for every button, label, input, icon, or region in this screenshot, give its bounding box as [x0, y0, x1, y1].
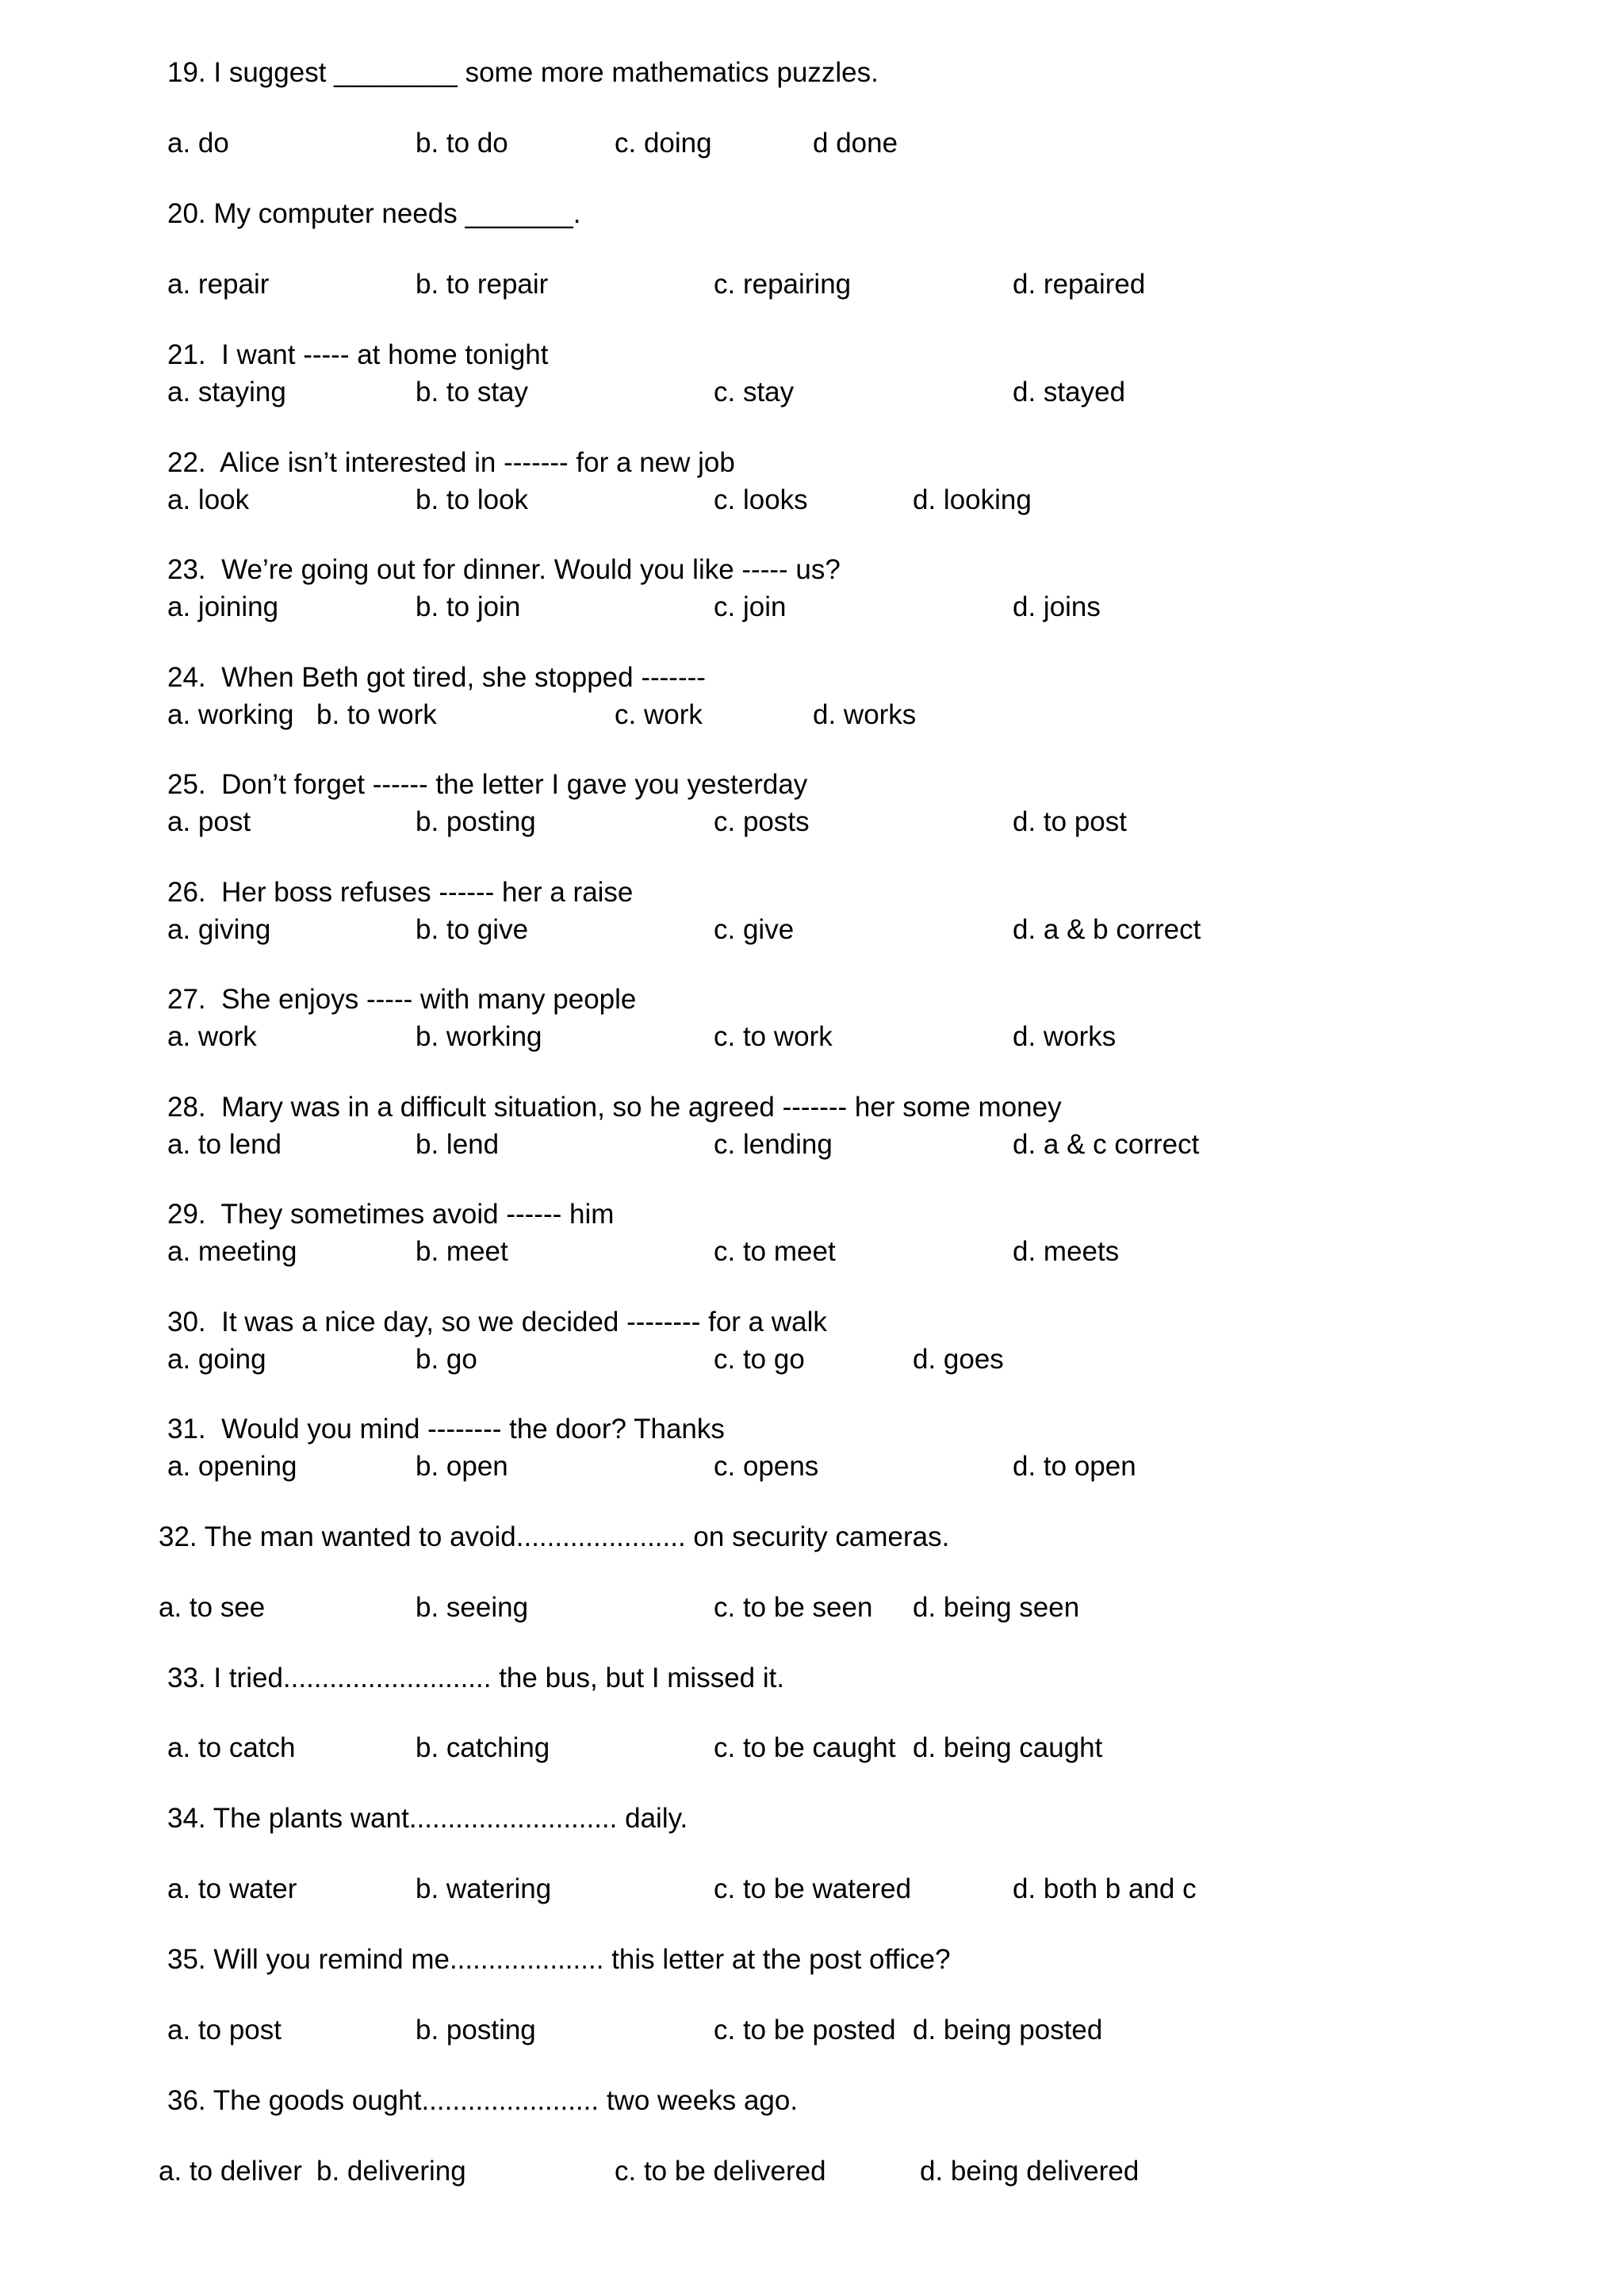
- q23-option-c: c. join: [714, 591, 787, 622]
- q24-option-b: b. to work: [316, 699, 437, 730]
- q22-option-b: b. to look: [416, 484, 529, 515]
- q19-option-c: c. doing: [615, 128, 712, 159]
- question-27: 27. She enjoys ----- with many people: [167, 984, 637, 1015]
- q32-option-d: d. being seen: [913, 1592, 1080, 1623]
- q35-option-d: d. being posted: [913, 2015, 1103, 2045]
- question-21: 21. I want ----- at home tonight: [167, 339, 549, 370]
- question-19: 19. I suggest ________ some more mathematics puzzles.: [167, 57, 879, 88]
- q32-option-b: b. seeing: [416, 1592, 529, 1623]
- q23-option-b: b. to join: [416, 591, 521, 622]
- q27-option-b: b. working: [416, 1021, 542, 1052]
- question-20: 20. My computer needs _______.: [167, 198, 581, 229]
- question-22: 22. Alice isn’t interested in ------- for a new job: [167, 447, 735, 478]
- q23-option-a: a. joining: [167, 591, 279, 622]
- q24-option-c: c. work: [615, 699, 703, 730]
- q25-option-c: c. posts: [714, 806, 810, 837]
- q20-option-b: b. to repair: [416, 269, 549, 300]
- q36-option-a: a. to deliver: [159, 2156, 302, 2187]
- q33-option-a: a. to catch: [167, 1732, 296, 1763]
- question-25: 25. Don’t forget ------ the letter I gave you yesterday: [167, 769, 808, 800]
- q32-option-a: a. to see: [159, 1592, 266, 1623]
- question-30: 30. It was a nice day, so we decided -------- for a walk: [167, 1307, 827, 1337]
- question-28: 28. Mary was in a difficult situation, so he agreed ------- her some money: [167, 1092, 1062, 1123]
- q25-option-b: b. posting: [416, 806, 536, 837]
- q30-option-d: d. goes: [913, 1344, 1004, 1375]
- q29-option-d: d. meets: [1013, 1236, 1120, 1267]
- q24-option-d: d. works: [813, 699, 917, 730]
- q31-option-b: b. open: [416, 1451, 508, 1482]
- q26-option-c: c. give: [714, 914, 795, 945]
- q23-option-d: d. joins: [1013, 591, 1101, 622]
- q21-option-d: d. stayed: [1013, 377, 1126, 408]
- q25-option-a: a. post: [167, 806, 251, 837]
- q31-option-c: c. opens: [714, 1451, 819, 1482]
- q19-option-d: d done: [813, 128, 898, 159]
- question-35: 35. Will you remind me.................... this letter at the post office?: [167, 1944, 951, 1975]
- q34-option-b: b. watering: [416, 1873, 552, 1904]
- q29-option-c: c. to meet: [714, 1236, 836, 1267]
- q36-option-d: d. being delivered: [920, 2156, 1139, 2187]
- q35-option-c: c. to be posted: [714, 2015, 896, 2045]
- q28-option-a: a. to lend: [167, 1129, 282, 1160]
- q33-option-d: d. being caught: [913, 1732, 1103, 1763]
- question-26: 26. Her boss refuses ------ her a raise: [167, 877, 634, 908]
- q35-option-a: a. to post: [167, 2015, 282, 2045]
- q32-option-c: c. to be seen: [714, 1592, 873, 1623]
- q21-option-b: b. to stay: [416, 377, 529, 408]
- q21-option-c: c. stay: [714, 377, 795, 408]
- q26-option-b: b. to give: [416, 914, 529, 945]
- q33-option-c: c. to be caught: [714, 1732, 896, 1763]
- q36-option-c: c. to be delivered: [615, 2156, 826, 2187]
- question-23: 23. We’re going out for dinner. Would you like ----- us?: [167, 554, 841, 585]
- question-31: 31. Would you mind -------- the door? Thanks: [167, 1414, 725, 1445]
- question-33: 33. I tried........................... the bus, but I missed it.: [167, 1663, 785, 1693]
- q22-option-a: a. look: [167, 484, 250, 515]
- q20-option-d: d. repaired: [1013, 269, 1146, 300]
- q34-option-a: a. to water: [167, 1873, 297, 1904]
- question-36: 36. The goods ought....................... two weeks ago.: [167, 2085, 799, 2116]
- q30-option-b: b. go: [416, 1344, 477, 1375]
- q30-option-c: c. to go: [714, 1344, 805, 1375]
- q34-option-d: d. both b and c: [1013, 1873, 1197, 1904]
- q36-option-b: b. delivering: [316, 2156, 466, 2187]
- q20-option-c: c. repairing: [714, 269, 852, 300]
- q25-option-d: d. to post: [1013, 806, 1127, 837]
- q26-option-d: d. a & b correct: [1013, 914, 1201, 945]
- q28-option-c: c. lending: [714, 1129, 833, 1160]
- q22-option-c: c. looks: [714, 484, 808, 515]
- q33-option-b: b. catching: [416, 1732, 550, 1763]
- question-32: 32. The man wanted to avoid...................... on security cameras.: [159, 1521, 950, 1552]
- q29-option-b: b. meet: [416, 1236, 508, 1267]
- q34-option-c: c. to be watered: [714, 1873, 912, 1904]
- q28-option-d: d. a & c correct: [1013, 1129, 1200, 1160]
- q26-option-a: a. giving: [167, 914, 271, 945]
- q27-option-d: d. works: [1013, 1021, 1116, 1052]
- q31-option-d: d. to open: [1013, 1451, 1136, 1482]
- q28-option-b: b. lend: [416, 1129, 500, 1160]
- q19-option-b: b. to do: [416, 128, 508, 159]
- q35-option-b: b. posting: [416, 2015, 536, 2045]
- q27-option-a: a. work: [167, 1021, 257, 1052]
- question-34: 34. The plants want........................... daily.: [167, 1803, 688, 1834]
- q22-option-d: d. looking: [913, 484, 1032, 515]
- q21-option-a: a. staying: [167, 377, 286, 408]
- q29-option-a: a. meeting: [167, 1236, 297, 1267]
- question-24: 24. When Beth got tired, she stopped -------: [167, 662, 706, 693]
- q24-option-a: a. working: [167, 699, 294, 730]
- q20-option-a: a. repair: [167, 269, 270, 300]
- q19-option-a: a. do: [167, 128, 229, 159]
- q30-option-a: a. going: [167, 1344, 266, 1375]
- q31-option-a: a. opening: [167, 1451, 297, 1482]
- q27-option-c: c. to work: [714, 1021, 833, 1052]
- question-29: 29. They sometimes avoid ------ him: [167, 1199, 615, 1230]
